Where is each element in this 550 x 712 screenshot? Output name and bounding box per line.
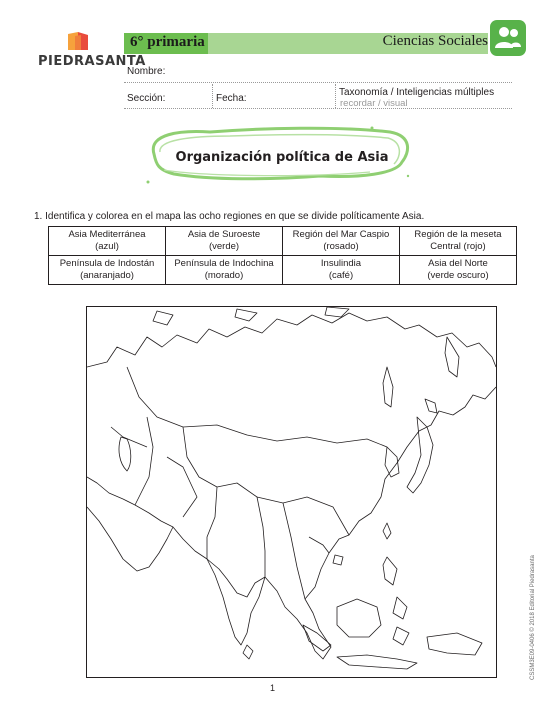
name-line[interactable] <box>124 82 512 83</box>
table-cell: Región del Mar Caspio (rosado) <box>283 227 400 256</box>
piedrasanta-logo-icon <box>66 30 92 52</box>
subject-badge <box>490 20 526 56</box>
table-cell: Asia del Norte (verde oscuro) <box>400 256 517 285</box>
table-row <box>49 227 517 256</box>
name-label: Nombre: <box>127 66 166 77</box>
section-line <box>124 108 512 109</box>
people-icon <box>490 20 526 56</box>
form-divider <box>335 84 336 108</box>
asia-outline-map <box>87 307 496 677</box>
date-label: Fecha: <box>216 93 247 104</box>
form-divider <box>212 84 213 108</box>
table-row <box>49 256 517 285</box>
grade-label: 6° primaria <box>130 34 205 50</box>
taxonomy-label: Taxonomía / Inteligencias múltiples <box>339 87 495 98</box>
table-cell: Asia Mediterránea (azul) <box>49 227 166 256</box>
table-cell: Insulindia (café) <box>283 256 400 285</box>
section-label: Sección: <box>127 93 166 104</box>
regions-table <box>48 226 517 285</box>
page-number: 1 <box>270 683 276 693</box>
taxonomy-values: recordar / visual <box>340 98 408 109</box>
table-cell: Península de Indostán (anaranjado) <box>49 256 166 285</box>
copyright-note: CSSM3E09-0406 © 2018 Editorial Piedrasanta <box>530 555 536 680</box>
table-cell: Región de la meseta Central (rojo) <box>400 227 517 256</box>
brand-name: PIEDRASANTA <box>38 54 146 69</box>
asia-map[interactable] <box>86 306 497 678</box>
instruction-text: 1. Identifica y colorea en el mapa las ocho regiones en que se divide políticamente Asia. <box>34 211 425 222</box>
subject-label: Ciencias Sociales <box>382 33 488 49</box>
page-title: Organización política de Asia <box>175 150 389 165</box>
table-cell: Asia de Suroeste (verde) <box>166 227 283 256</box>
table-cell: Península de Indochina (morado) <box>166 256 283 285</box>
